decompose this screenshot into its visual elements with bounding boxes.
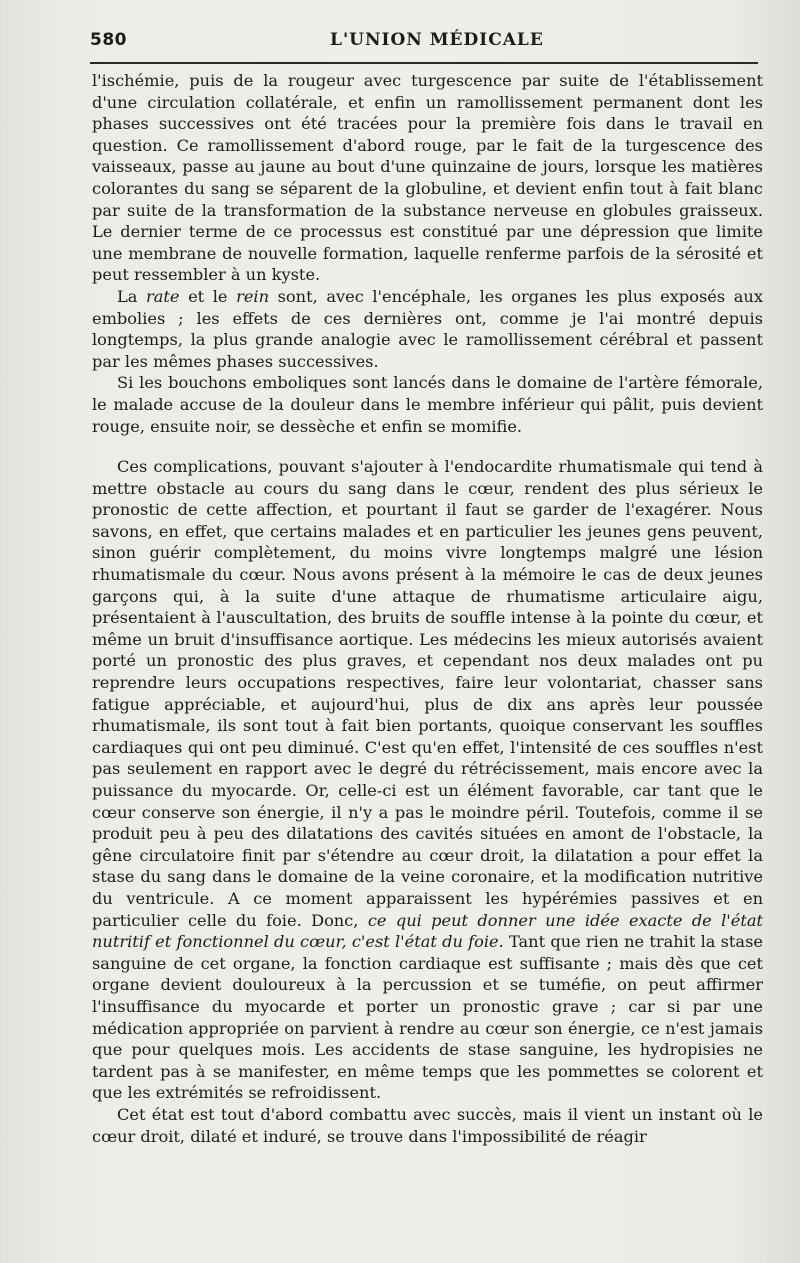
header-rule bbox=[90, 62, 758, 64]
paragraph-4-part1: Ces complications, pouvant s'ajouter à l'endocardite rhumatismale qui tend à mettre obstacle au cours du sang dans le cœur, rendent des plus sérieux le pronostic de cette affection, et pourtant il faut se garder de l'exagérer. Nous savons, en effet, que certains malades et en particulier les jeunes gens peuvent, sinon guérir complètement, du moins vivre longtemps malgré une lésion rhumatismale du cœur. Nous avons présent à la mémoire le cas de deux jeunes garçons qui, à la suite d'une attaque de rhumatisme articulaire aigu, présentaient à l'auscultation, des bruits de souffle intense à la pointe du cœur, et même un bruit d'insuffisance aortique. Les médecins les mieux autorisés avaient porté un pronostic des plus graves, et cependant nos deux malades ont pu reprendre leurs occupations respectives, faire leur volontariat, chasser sans fatigue appréciable, et aujourd'hui, plus de dix ans après leur poussée rhumatismale, ils sont tout à fait bien portants, quoique conservant les souffles cardiaques qui ont peu diminué. C'est qu'en effet, l'intensité de ces souffles n'est pas seulement en rapport avec le degré du rétrécissement, mais encore avec la puissance du myocarde. Or, celle-ci est un élément favorable, car tant que le cœur conserve son énergie, il n'y a pas le moindre péril. Toutefois, comme il se produit peu à peu des dilatations des cavités situées en amont de l'obstacle, la gêne circulatoire finit par s'étendre au cœur droit, la dilatation a pour effet la stase du sang dans le domaine de la veine coronaire, et la modification nutritive du ventricule. A ce moment apparaissent les hypérémies passives et en particulier celle du foie. Donc, bbox=[92, 457, 763, 930]
paragraph-1 bbox=[92, 70, 763, 286]
paragraph-5-text: Cet état est tout d'abord combattu avec succès, mais il vient un instant où le cœur droit, dilaté et induré, se trouve dans l'impossibilité de réagir bbox=[92, 1104, 763, 1146]
paragraph-4 bbox=[92, 456, 763, 1104]
paragraph-2 bbox=[92, 286, 763, 372]
paragraph-1-text: l'ischémie, puis de la rougeur avec turgescence par suite de l'établissement d'une circulation collatérale, et enfin un ramollissement permanent dont les phases successives ont été tracées pour la première fois dans le travail en question. Ce ramollissement d'abord rouge, par le fait de la turgescence des vaisseaux, passe au jaune au bout d'une quinzaine de jours, lorsque les matières colorantes du sang se séparent de la globuline, et devient enfin tout à fait blanc par suite de la transformation de la substance nerveuse en globules graisseux. Le dernier terme de ce processus est constitué par une dépression que limite une membrane de nouvelle formation, laquelle renferme parfois de la sérosité et peut ressembler à un kyste. bbox=[92, 71, 763, 285]
body-text bbox=[92, 70, 763, 1147]
paragraph-2-part3: sont, avec l'encéphale, les organes les plus exposés aux embolies ; les effets de ces dernières ont, comme je l'ai montré depuis longtemps, la plus grande analogie avec le ramollissement cérébral et passent par les mêmes phases successives. bbox=[92, 286, 763, 371]
paragraph-4-em: ce qui peut donner une idée exacte de l'état nutritif et fonctionnel du cœur, c'est l'état du foie. bbox=[92, 910, 763, 952]
paragraph-3-text: Si les bouchons emboliques sont lancés dans le domaine de l'artère fémorale, le malade accuse de la douleur dans le membre inférieur qui pâlit, puis devient rouge, ensuite noir, se dessèche et enfin se momifie. bbox=[92, 373, 763, 436]
paragraph-2-em-rein: rein bbox=[236, 286, 270, 306]
paragraph-4-part2: Tant que rien ne trahit la stase sanguine de cet organe, la fonction cardiaque est suffisante ; mais dès que cet organe devient douloureux à la percussion et se tuméfie, on peut affirmer l'insuffisance du myocarde et porter un pronostic grave ; car si par une médication appropriée on parvient à rendre au cœur son énergie, ce n'est jamais que pour quelques mois. Les accidents de stase sanguine, les hydropisies ne tardent pas à se manifester, en même temps que les pommettes se colorent et que les extrémités se refroidissent. bbox=[92, 932, 763, 1103]
paragraph-2-part2: et le bbox=[179, 286, 237, 306]
running-title: L'UNION MÉDICALE bbox=[330, 30, 544, 50]
paragraph-5 bbox=[92, 1104, 763, 1147]
page-number: 580 bbox=[90, 30, 127, 50]
paragraph-3 bbox=[92, 372, 763, 437]
page-header bbox=[90, 30, 760, 56]
paragraph-2-part1: La bbox=[117, 286, 146, 306]
paragraph-2-em-rate: rate bbox=[146, 286, 180, 306]
